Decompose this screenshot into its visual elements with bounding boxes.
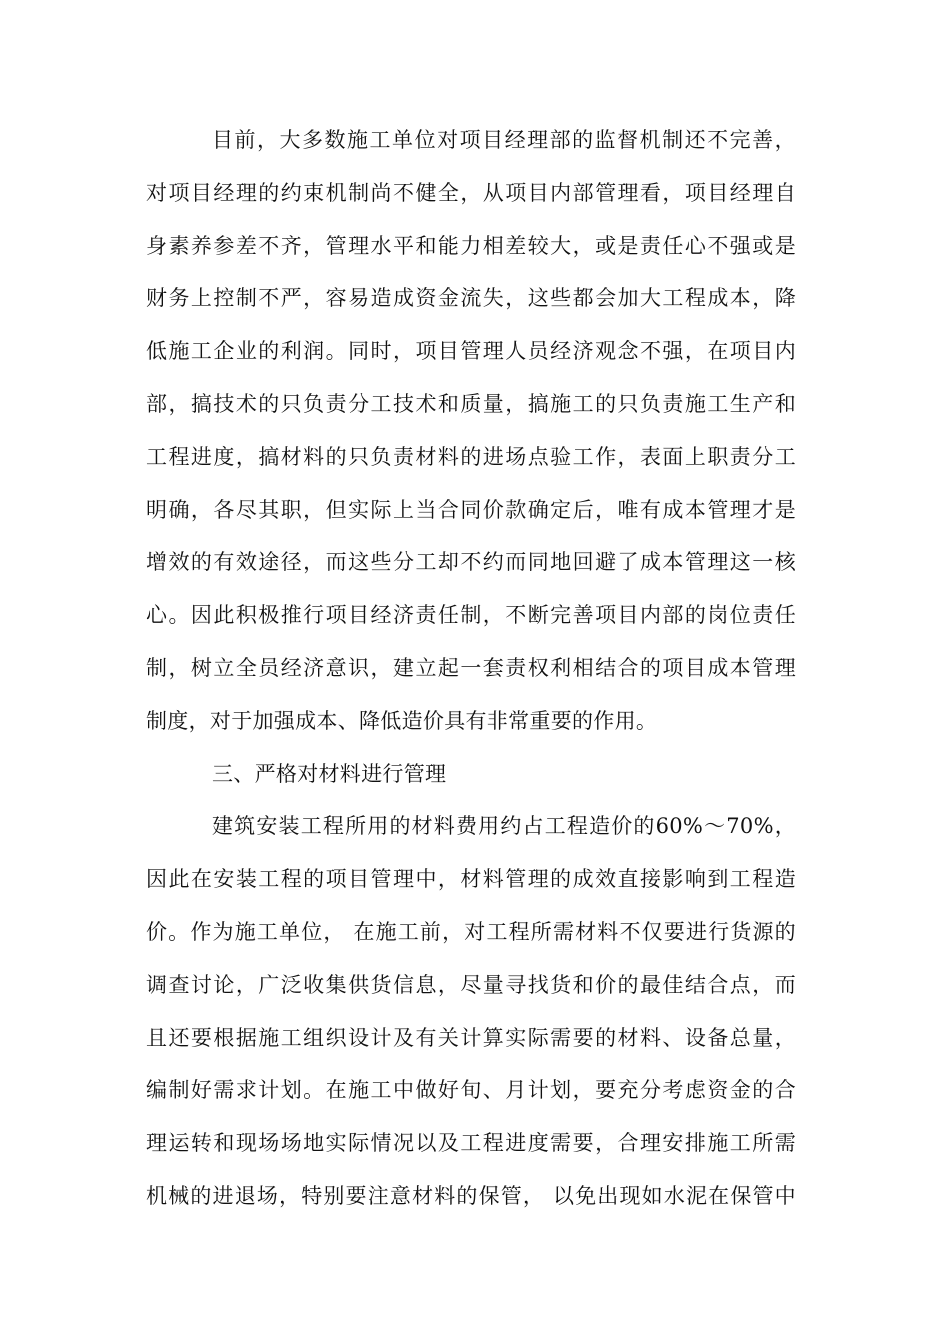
text-line: 身素养参差不齐，管理水平和能力相差较大，或是责任心不强或是 <box>146 233 796 258</box>
text-line: 明确，各尽其职，但实际上当合同价款确定后，唯有成本管理才是 <box>146 497 796 522</box>
text-line: 建筑安装工程所用的材料费用约占工程造价的60%～70%， <box>212 814 796 839</box>
text-line: 工程进度，搞材料的只负责材料的进场点验工作，表面上职责分工 <box>146 444 796 469</box>
text-line: 制，树立全员经济意识，建立起一套责权利相结合的项目成本管理 <box>146 655 796 680</box>
text-line: 部，搞技术的只负责分工技术和质量，搞施工的只负责施工生产和 <box>146 391 796 416</box>
text-line: 目前，大多数施工单位对项目经理部的监督机制还不完善， <box>212 128 796 152</box>
text-line: 价。作为施工单位， 在施工前，对工程所需材料不仅要进行货源的 <box>146 919 796 944</box>
text-line: 对项目经理的约束机制尚不健全，从项目内部管理看，项目经理自 <box>146 180 796 205</box>
document-page <box>146 114 796 1223</box>
text-line: 低施工企业的利润。同时，项目管理人员经济观念不强，在项目内 <box>146 339 796 364</box>
text-line: 且还要根据施工组织设计及有关计算实际需要的材料、设备总量， <box>146 1025 796 1050</box>
text-line: 财务上控制不严，容易造成资金流失，这些都会加大工程成本，降 <box>146 286 796 311</box>
text-line: 调查讨论，广泛收集供货信息，尽量寻找货和价的最佳结合点，而 <box>146 972 796 997</box>
text-line: 心。因此积极推行项目经济责任制，不断完善项目内部的岗位责任 <box>146 603 796 628</box>
text-line: 因此在安装工程的项目管理中，材料管理的成效直接影响到工程造 <box>146 867 796 892</box>
text-line: 机械的进退场，特别要注意材料的保管， 以免出现如水泥在保管中 <box>146 1183 796 1208</box>
text-line: 增效的有效途径，而这些分工却不约而同地回避了成本管理这一核 <box>146 550 796 575</box>
text-line: 理运转和现场场地实际情况以及工程进度需要，合理安排施工所需 <box>146 1131 796 1156</box>
text-line: 编制好需求计划。在施工中做好旬、月计划，要充分考虑资金的合 <box>146 1078 796 1103</box>
text-line: 制度，对于加强成本、降低造价具有非常重要的作用。 <box>146 708 658 733</box>
section-heading: 三、严格对材料进行管理 <box>212 761 447 786</box>
